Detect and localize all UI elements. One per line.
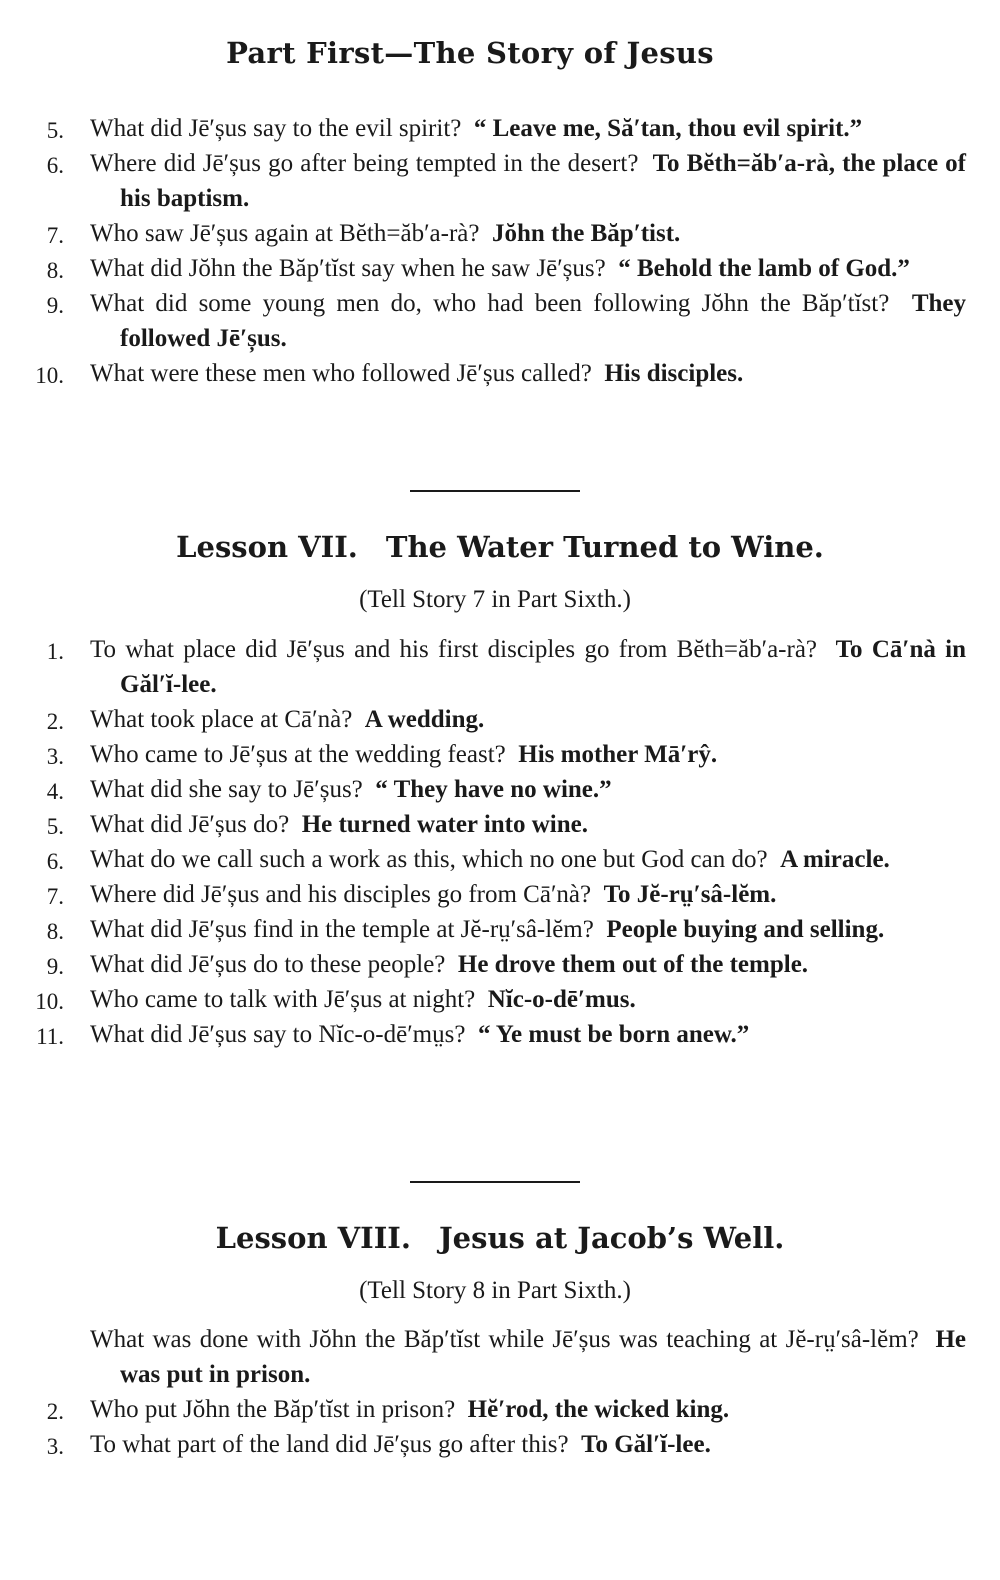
answer-text: He turned water into wine. xyxy=(301,811,589,838)
qa-item xyxy=(0,842,1000,877)
qa-item xyxy=(0,286,1000,356)
question-text: What did Jē′șus do? xyxy=(90,811,290,838)
question-number: 5. xyxy=(46,814,64,839)
answer-text: A miracle. xyxy=(780,846,890,873)
answer-text: Nĭc-o-dē′mus. xyxy=(487,986,636,1013)
qa-item xyxy=(0,702,1000,737)
answer-text: “ Leave me, Să′tan, thou evil spirit.” xyxy=(473,115,863,142)
question-number: 8. xyxy=(46,258,64,283)
question-number: 3. xyxy=(46,1434,64,1459)
question-text: What did Jē′șus say to the evil spirit? xyxy=(90,115,462,142)
question-text: Who put Jŏhn the Băp′tĭst in prison? xyxy=(90,1396,456,1423)
question-text: What did Jē′șus do to these people? xyxy=(90,951,446,978)
question-text: To what part of the land did Jē′șus go after this? xyxy=(90,1431,569,1458)
answer-text: Hĕ′rod, the wicked king. xyxy=(467,1396,730,1423)
answer-text: To Jĕ-rṳ′sâ-lĕm. xyxy=(603,881,777,908)
question-text: What did Jē′șus say to Nĭc-o-dē′mṳs? xyxy=(90,1021,466,1048)
answer-text: A wedding. xyxy=(364,706,485,733)
question-text: Where did Jē′șus go after being tempted in the desert? xyxy=(90,150,639,177)
answer-text: People buying and selling. xyxy=(606,916,885,943)
question-text: Who came to talk with Jē′șus at night? xyxy=(90,986,476,1013)
lesson-title: Jesus at Jacob’s Well. xyxy=(438,1221,785,1255)
answer-text: He was put in prison. xyxy=(120,1326,967,1388)
qa-item xyxy=(0,1392,1000,1427)
answer-text: His mother Mā′rŷ. xyxy=(518,741,718,768)
qa-item xyxy=(0,947,1000,982)
qa-item xyxy=(0,772,1000,807)
question-text: What did she say to Jē′șus? xyxy=(90,776,363,803)
question-text: What did Jŏhn the Băp′tĭst say when he saw Jē′șus? xyxy=(90,255,606,282)
question-number: 9. xyxy=(46,954,64,979)
question-number: 2. xyxy=(46,709,64,734)
qa-item xyxy=(0,1017,1000,1052)
answer-text: To Găl′ĭ-lee. xyxy=(581,1431,711,1458)
section-divider xyxy=(410,1181,580,1183)
answer-text: Jŏhn the Băp′tist. xyxy=(491,220,681,247)
qa-item xyxy=(0,912,1000,947)
answer-text: They followed Jē′șus. xyxy=(120,290,967,352)
running-head: Part First—The Story of Jesus xyxy=(226,36,714,70)
qa-item xyxy=(0,737,1000,772)
question-number: 5. xyxy=(46,118,64,143)
qa-list-lesson-7 xyxy=(0,632,1000,1052)
answer-text: “ Behold the lamb of God.” xyxy=(618,255,910,282)
answer-text: He drove them out of the temple. xyxy=(457,951,809,978)
question-text: Who came to Jē′șus at the wedding feast? xyxy=(90,741,506,768)
question-text: Who saw Jē′șus again at Bĕth=ăb′a-rà? xyxy=(90,220,480,247)
lesson-number: Lesson VII. xyxy=(176,530,358,564)
qa-list-lesson-8 xyxy=(0,1322,1000,1462)
lesson-instruction: (Tell Story 8 in Part Sixth.) xyxy=(359,1277,631,1304)
answer-text: To Bĕth=ăb′a-rà, the place of his baptism. xyxy=(120,150,966,212)
qa-item xyxy=(0,877,1000,912)
question-number: 7. xyxy=(46,884,64,909)
lesson-heading xyxy=(0,530,1000,564)
qa-item xyxy=(0,251,1000,286)
question-text: What do we call such a work as this, which no one but God can do? xyxy=(90,846,768,873)
qa-item xyxy=(0,982,1000,1017)
lesson-title: The Water Turned to Wine. xyxy=(385,530,824,564)
question-number: 4. xyxy=(46,779,64,804)
answer-text: To Cā′nà in Găl′ĭ-lee. xyxy=(120,636,967,698)
qa-item xyxy=(0,111,1000,146)
question-text: What took place at Cā′nà? xyxy=(90,706,353,733)
qa-item xyxy=(0,807,1000,842)
qa-item xyxy=(0,1322,1000,1392)
question-number: 3. xyxy=(46,744,64,769)
qa-item xyxy=(0,1427,1000,1462)
lesson-heading xyxy=(0,1221,1000,1255)
qa-item xyxy=(0,146,1000,216)
question-text: What was done with Jŏhn the Băp′tĭst while Jē′șus was teaching at Jĕ-rṳ′sâ-lĕm? xyxy=(90,1326,919,1353)
qa-item xyxy=(0,632,1000,702)
question-number: 8. xyxy=(46,919,64,944)
answer-text: “ Ye must be born anew.” xyxy=(477,1021,750,1048)
question-number: 11. xyxy=(36,1024,64,1049)
question-number: 10. xyxy=(35,363,64,388)
qa-item xyxy=(0,356,1000,391)
question-number: 10. xyxy=(35,989,64,1014)
question-text: Where did Jē′șus and his disciples go from Cā′nà? xyxy=(90,881,592,908)
answer-text: His disciples. xyxy=(604,360,744,387)
question-text: What did Jē′șus find in the temple at Jĕ-rṳ′sâ-lĕm? xyxy=(90,916,594,943)
answer-text: “ They have no wine.” xyxy=(375,776,612,803)
question-number: 1. xyxy=(46,639,64,664)
question-text: What did some young men do, who had been following Jŏhn the Băp′tĭst? xyxy=(90,290,890,317)
question-number: 9. xyxy=(46,293,64,318)
question-number: 7. xyxy=(46,223,64,248)
lesson-instruction: (Tell Story 7 in Part Sixth.) xyxy=(359,586,631,613)
question-number: 6. xyxy=(46,849,64,874)
qa-list-part-first xyxy=(0,111,1000,391)
question-text: What were these men who followed Jē′șus called? xyxy=(90,360,592,387)
question-number: 2. xyxy=(46,1399,64,1424)
question-number: 6. xyxy=(46,153,64,178)
section-divider xyxy=(410,490,580,492)
qa-item xyxy=(0,216,1000,251)
lesson-number: Lesson VIII. xyxy=(215,1221,411,1255)
question-text: To what place did Jē′șus and his first disciples go from Bĕth=ăb′a-rà? xyxy=(90,636,818,663)
